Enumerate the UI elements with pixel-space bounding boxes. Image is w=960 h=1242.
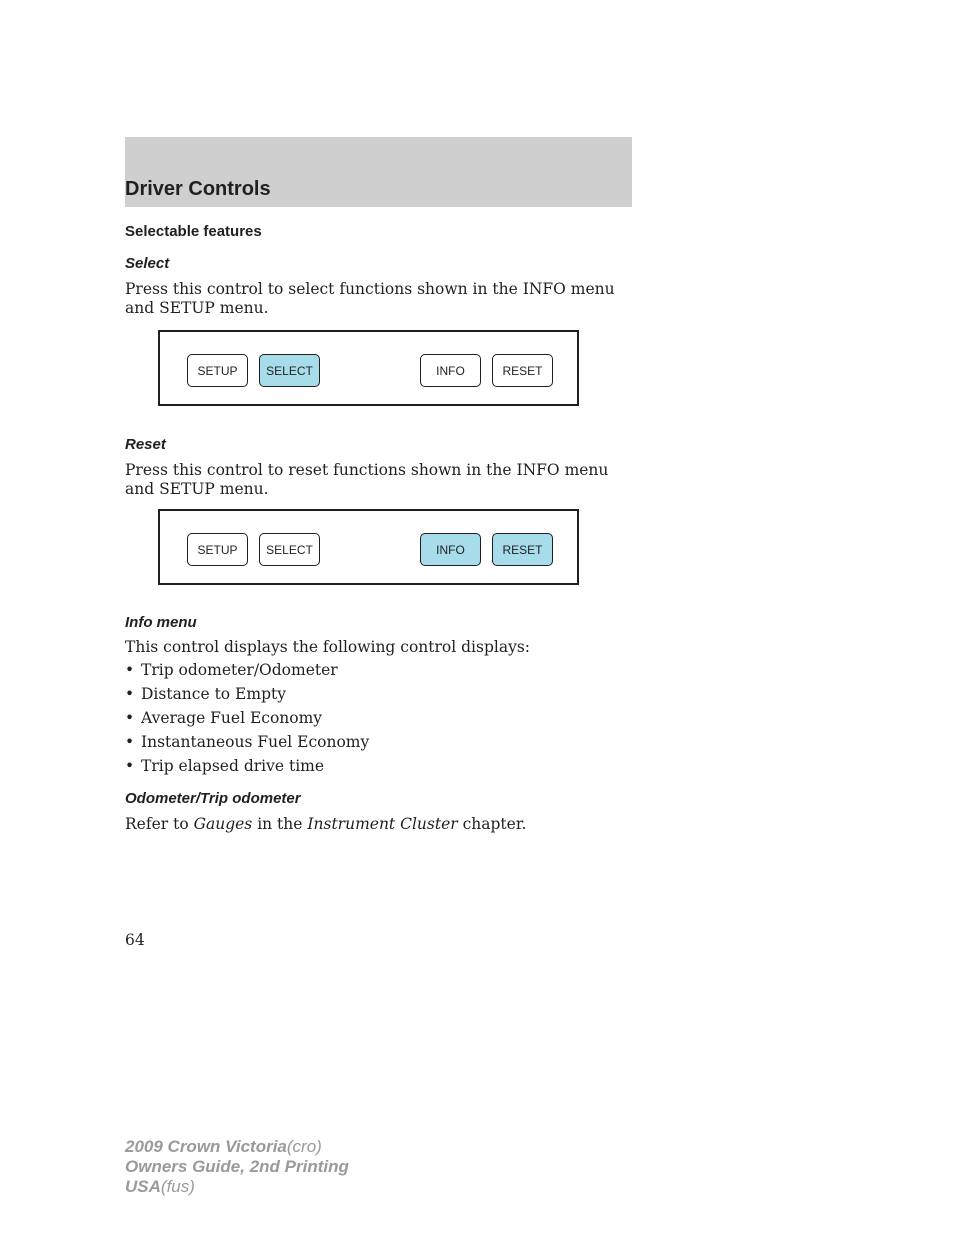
page-number: 64 <box>125 931 145 949</box>
selectable-features-heading: Selectable features <box>125 223 262 240</box>
page-section-title: Driver Controls <box>125 178 271 200</box>
list-item: • Distance to Empty <box>125 685 369 709</box>
bullet-icon: • <box>125 709 135 727</box>
info-menu-heading: Info menu <box>125 614 197 631</box>
list-item: • Trip elapsed drive time <box>125 757 369 781</box>
info-menu-intro: This control displays the following control displays: <box>125 638 531 656</box>
footer-imprint: 2009 Crown Victoria(cro) Owners Guide, 2nd Printing USA(fus) <box>125 1137 349 1196</box>
bullet-icon: • <box>125 685 135 703</box>
info-menu-list <box>125 661 369 781</box>
list-item: • Trip odometer/Odometer <box>125 661 369 685</box>
odometer-heading: Odometer/Trip odometer <box>125 790 301 807</box>
odometer-reference: Refer to Gauges in the Instrument Cluster chapter. <box>125 815 527 833</box>
reset-heading: Reset <box>125 436 166 453</box>
select-description: Press this control to select functions shown in the INFO menu and SETUP menu. <box>125 280 615 317</box>
gauges-reference: Gauges <box>193 815 253 833</box>
control-panel-select <box>158 330 579 406</box>
reset-button: RESET <box>492 354 553 387</box>
bullet-icon: • <box>125 757 135 775</box>
reset-description: Press this control to reset functions shown in the INFO menu and SETUP menu. <box>125 461 609 498</box>
instrument-cluster-reference: Instrument Cluster <box>307 815 458 833</box>
setup-button: SETUP <box>187 354 248 387</box>
list-item: • Instantaneous Fuel Economy <box>125 733 369 757</box>
bullet-icon: • <box>125 733 135 751</box>
list-item: • Average Fuel Economy <box>125 709 369 733</box>
select-button-highlighted: SELECT <box>259 354 320 387</box>
select-button: SELECT <box>259 533 320 566</box>
control-panel-reset <box>158 509 579 585</box>
setup-button: SETUP <box>187 533 248 566</box>
select-heading: Select <box>125 255 170 272</box>
reset-button-highlighted: RESET <box>492 533 553 566</box>
bullet-icon: • <box>125 661 135 679</box>
info-button-highlighted: INFO <box>420 533 481 566</box>
info-button: INFO <box>420 354 481 387</box>
